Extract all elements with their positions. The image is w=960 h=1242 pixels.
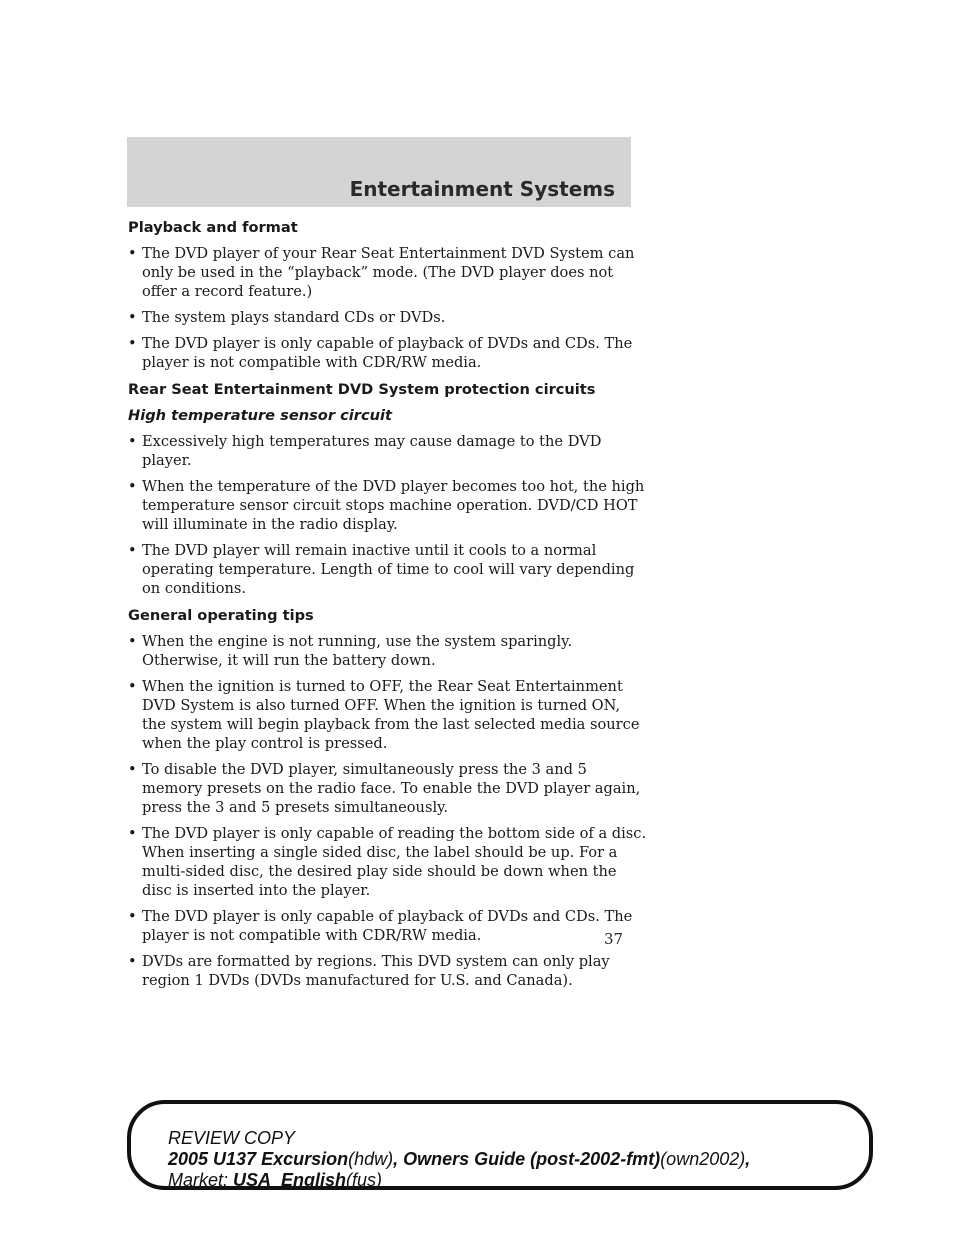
bullet: • — [128, 761, 137, 778]
list-item — [128, 824, 648, 900]
bullet: • — [128, 633, 137, 650]
bullet: • — [128, 825, 137, 842]
market-code: (fus) — [346, 1170, 383, 1190]
separator: , — [745, 1149, 751, 1169]
list-item — [128, 760, 648, 817]
item-text: The system plays standard CDs or DVDs. — [142, 309, 446, 326]
review-copy-label: REVIEW COPY — [168, 1128, 296, 1148]
vehicle-name: 2005 U137 Excursion — [168, 1149, 349, 1169]
bullet: • — [128, 309, 137, 326]
section-title: Entertainment Systems — [349, 177, 615, 201]
list-item — [128, 952, 648, 990]
bullet: • — [128, 335, 137, 352]
protection-list — [128, 432, 648, 598]
subheading-high-temperature: High temperature sensor circuit — [128, 407, 392, 424]
review-copy-footer — [127, 1100, 873, 1190]
bullet: • — [128, 245, 137, 262]
bullet: • — [128, 542, 137, 559]
item-text: The DVD player is only capable of playback of DVDs and CDs. The player is not compatible with CDR/RW media. — [142, 908, 633, 944]
item-text: The DVD player is only capable of reading the bottom side of a disc. When inserting a single sided disc, the label should be up. For a multi-sided disc, the desired play side should be down when the disc is inserted into the player. — [142, 825, 647, 899]
item-text: Excessively high temperatures may cause damage to the DVD player. — [142, 433, 602, 469]
item-text: The DVD player is only capable of playback of DVDs and CDs. The player is not compatible with CDR/RW media. — [142, 335, 633, 371]
bullet: • — [128, 953, 137, 970]
list-item — [128, 907, 648, 945]
guide-code: (own2002) — [660, 1149, 746, 1169]
separator: , — [393, 1149, 404, 1169]
market-label: Market: — [168, 1170, 234, 1190]
bullet: • — [128, 478, 137, 495]
guide-name: Owners Guide (post-2002-fmt) — [403, 1149, 661, 1169]
bullet: • — [128, 678, 137, 695]
item-text: When the temperature of the DVD player becomes too hot, the high temperature sensor circuit stops machine operation. DVD/CD HOT will illuminate in the radio display. — [142, 478, 645, 533]
heading-general-operating-tips: General operating tips — [128, 607, 314, 624]
section-header-band — [127, 137, 631, 207]
list-item — [128, 677, 648, 753]
list-item — [128, 308, 648, 327]
heading-playback-and-format: Playback and format — [128, 219, 298, 236]
list-item — [128, 632, 648, 670]
bullet: • — [128, 908, 137, 925]
bullet: • — [128, 433, 137, 450]
heading-protection-circuits: Rear Seat Entertainment DVD System protection circuits — [128, 381, 596, 398]
item-text: To disable the DVD player, simultaneously press the 3 and 5 memory presets on the radio face. To enable the DVD player again, press the 3 and 5 presets simultaneously. — [142, 761, 641, 816]
playback-list — [128, 244, 648, 372]
vehicle-code: (hdw) — [348, 1149, 394, 1169]
tips-list — [128, 632, 648, 990]
list-item — [128, 334, 648, 372]
item-text: The DVD player will remain inactive until it cools to a normal operating temperature. Length of time to cool will vary depending on conditions. — [142, 542, 635, 597]
list-item — [128, 432, 648, 470]
list-item — [128, 477, 648, 534]
item-text: When the ignition is turned to OFF, the Rear Seat Entertainment DVD System is also turned OFF. When the ignition is turned ON, the system will begin playback from the last selected media source when the play control is pressed. — [142, 678, 640, 752]
list-item — [128, 541, 648, 598]
market-line — [168, 1170, 750, 1191]
market-value: USA_English — [233, 1170, 347, 1190]
item-text: DVDs are formatted by regions. This DVD system can only play region 1 DVDs (DVDs manufactured for U.S. and Canada). — [142, 953, 610, 989]
page-content — [128, 218, 648, 997]
document-identifier — [168, 1149, 750, 1170]
item-text: The DVD player of your Rear Seat Entertainment DVD System can only be used in the “playback” mode. (The DVD player does not offer a record feature.) — [142, 245, 635, 300]
page-number: 37 — [604, 930, 624, 948]
list-item — [128, 244, 648, 301]
item-text: When the engine is not running, use the system sparingly. Otherwise, it will run the battery down. — [142, 633, 573, 669]
